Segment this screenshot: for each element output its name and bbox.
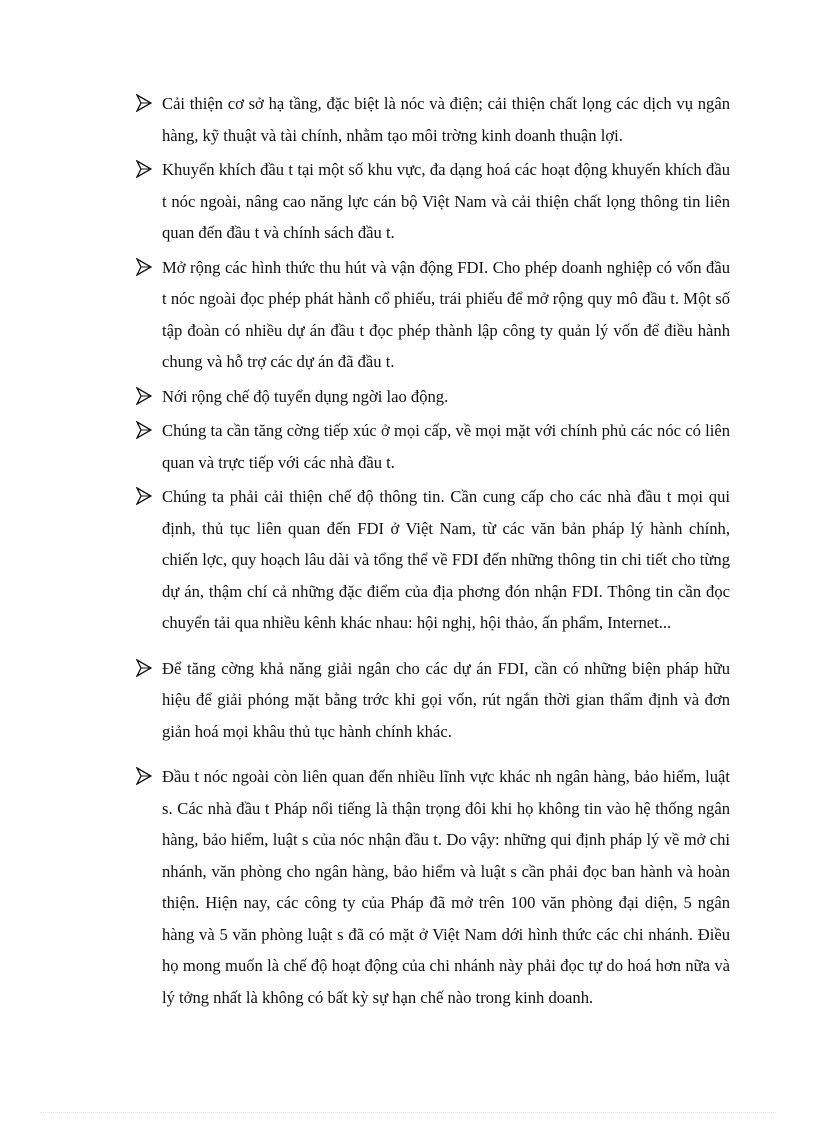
list-item xyxy=(136,88,730,151)
list-item xyxy=(136,381,730,413)
bullet-text: Nới rộng chế độ tuyển dụng ngời lao động. xyxy=(162,386,449,406)
bullet-text: Chúng ta phải cải thiện chế độ thông tin. Cần cung cấp cho các nhà đầu t mọi qui định, thủ tục liên quan đến FDI ở Việt Nam, từ các văn bản pháp lý hành chính, chiến lợc, quy hoạch lâu dài và tổng thể về FDI đến những thông tin chi tiết cho từng dự án, thậm chí cả những đặc điểm của địa phơng đón nhận FDI. Thông tin cần đọc chuyển tải qua nhiều kênh khác nhau: hội nghị, hội thảo, ấn phẩm, Internet... xyxy=(162,487,730,632)
list-item xyxy=(136,761,730,1013)
list-item xyxy=(136,252,730,378)
arrowhead-bullet-icon xyxy=(136,94,152,112)
list-item xyxy=(136,653,730,748)
bullet-text: Chúng ta cần tăng cờng tiếp xúc ở mọi cấp, về mọi mặt với chính phủ các nóc có liên quan và trực tiếp với các nhà đầu t. xyxy=(162,421,730,472)
list-item xyxy=(136,415,730,478)
bullet-text: Mở rộng các hình thức thu hút và vận động FDI. Cho phép doanh nghiệp có vốn đầu t nóc ngoài đọc phép phát hành cổ phiếu, trái phiếu để mở rộng quy mô đầu t. Một số tập đoàn có nhiều dự án đầu t đọc phép thành lập công ty quản lý vốn để điều hành chung và hỗ trợ các dự án đã đầu t. xyxy=(162,257,730,371)
bullet-text: Đầu t nóc ngoài còn liên quan đến nhiều lĩnh vực khác nh ngân hàng, bảo hiểm, luật s. Các nhà đầu t Pháp nổi tiếng là thận trọng đôi khi họ không tin vào hệ thống ngân hàng, bảo hiểm, luật s của nóc nhận đầu t. Do vậy: những qui định pháp lý về mở chi nhánh, văn phòng cho ngân hàng, bảo hiểm và luật s cần phải đọc ban hành và hoàn thiện. Hiện nay, các công ty của Pháp đã mở trên 100 văn phòng đại diện, 5 ngân hàng và 5 văn phòng luật s đã có mặt ở Việt Nam dới hình thức các chi nhánh. Điều họ mong muốn là chế độ hoạt động của chi nhánh này phải đọc tự do hoá hơn nữa và lý tởng nhất là không có bất kỳ sự hạn chế nào trong kinh doanh. xyxy=(162,767,730,1007)
arrowhead-bullet-icon xyxy=(136,421,152,439)
bullet-list xyxy=(136,88,730,1016)
arrowhead-bullet-icon xyxy=(136,487,152,505)
page-bottom-divider xyxy=(40,1112,776,1113)
bullet-text: Khuyến khích đầu t tại một số khu vực, đa dạng hoá các hoạt động khuyến khích đầu t nóc ngoài, nâng cao năng lực cán bộ Việt Nam và cải thiện chất lọng thông tin liên quan đến đầu t và chính sách đầu t. xyxy=(162,160,730,242)
arrowhead-bullet-icon xyxy=(136,387,152,405)
bullet-text: Cải thiện cơ sở hạ tầng, đặc biệt là nóc và điện; cải thiện chất lọng các dịch vụ ngân hàng, kỹ thuật và tài chính, nhằm tạo môi trờng kinh doanh thuận lợi. xyxy=(162,94,730,145)
arrowhead-bullet-icon xyxy=(136,659,152,677)
arrowhead-bullet-icon xyxy=(136,767,152,785)
arrowhead-bullet-icon xyxy=(136,160,152,178)
bullet-text: Để tăng cờng khả năng giải ngân cho các dự án FDI, cần có những biện pháp hữu hiệu để giải phóng mặt bằng trớc khi gọi vốn, rút ngắn thời gian thẩm định và đơn giản hoá mọi khâu thủ tục hành chính khác. xyxy=(162,658,730,741)
arrowhead-bullet-icon xyxy=(136,258,152,276)
list-item xyxy=(136,481,730,639)
list-item xyxy=(136,154,730,249)
